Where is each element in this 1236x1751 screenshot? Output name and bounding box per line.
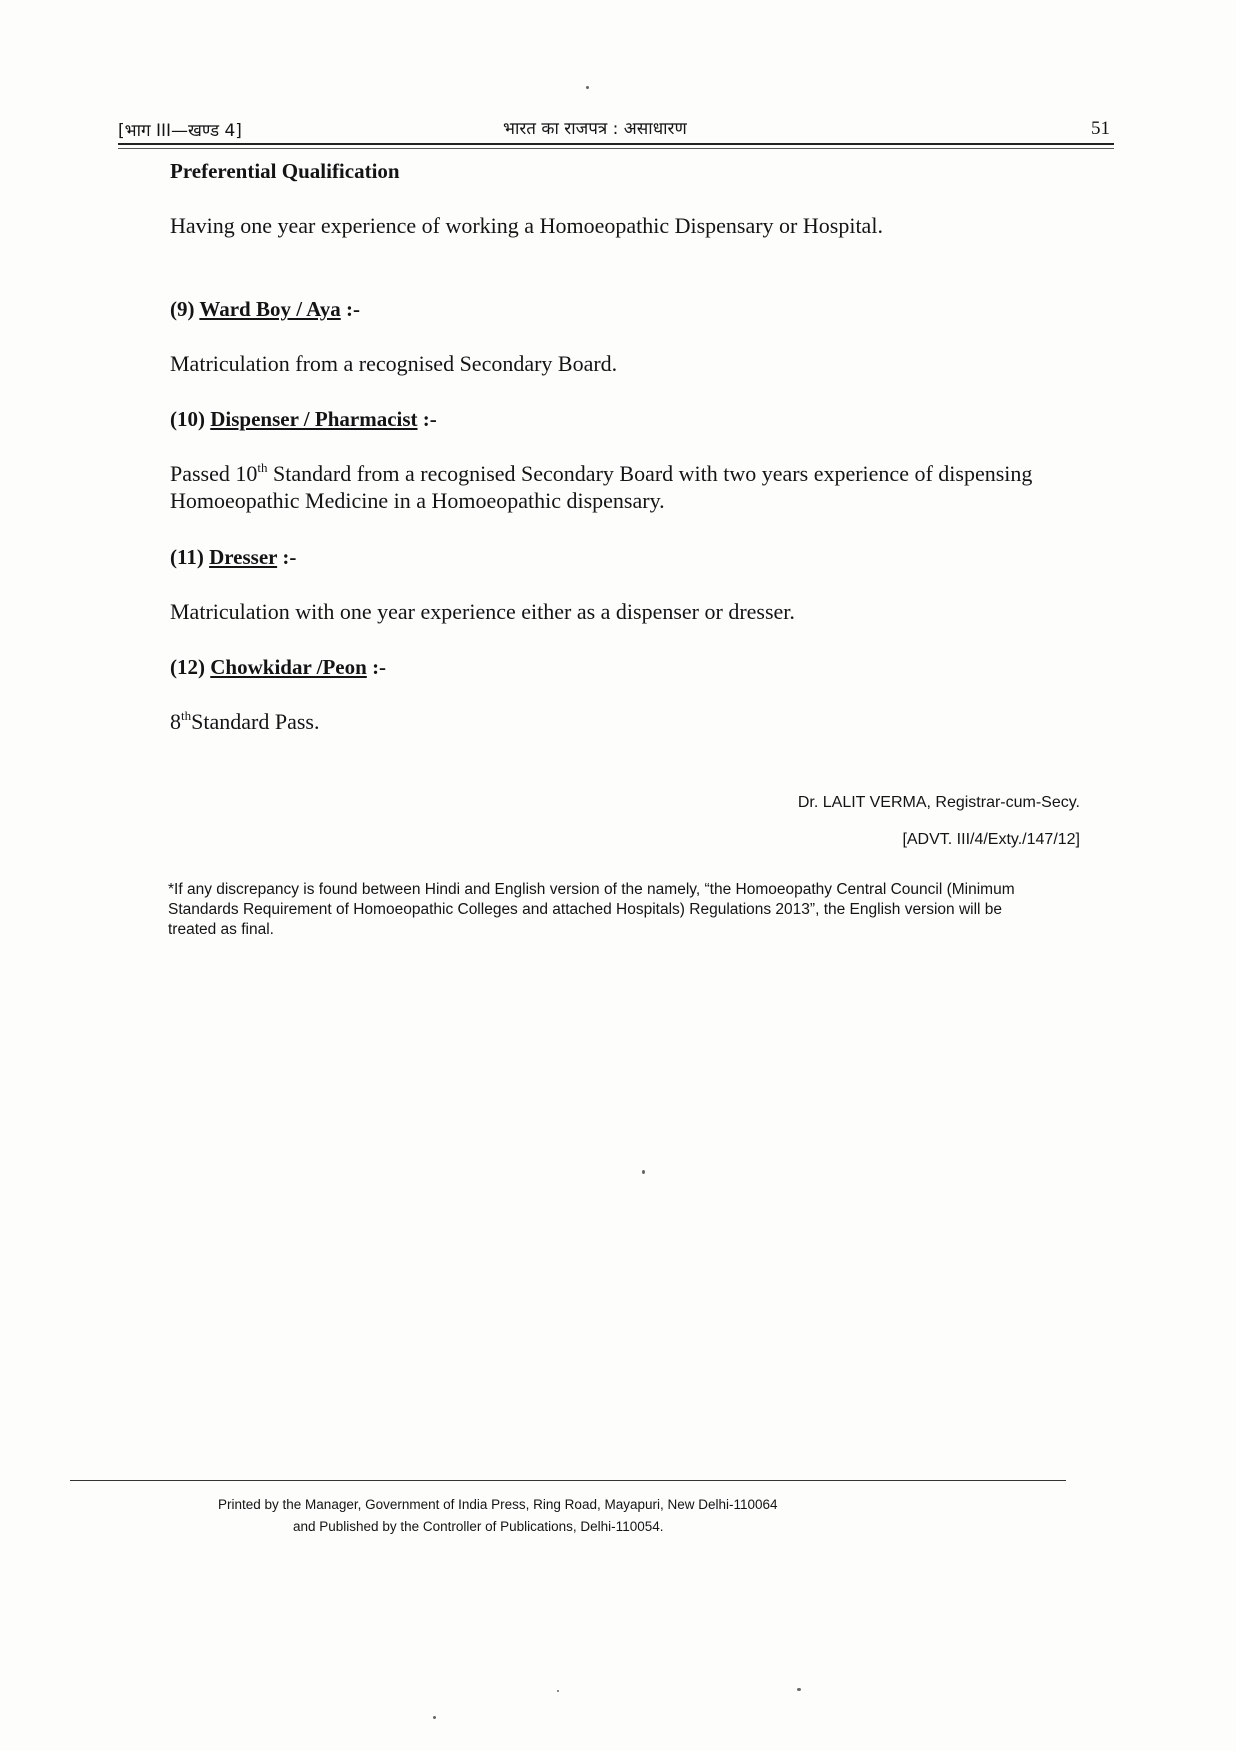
section-body-chowkidar: 8thStandard Pass. [170,708,320,734]
imprint-line-2: and Published by the Controller of Publications, Delhi-110054. [293,1519,664,1534]
header-rule-thin [118,148,1114,149]
signatory-name: Dr. LALIT VERMA, Registrar-cum-Secy. [797,794,1080,811]
advertisement-reference: [ADVT. III/4/Exty./147/12] [902,831,1080,848]
page-header [118,112,1118,142]
page-number: 51 [1091,118,1110,139]
section-body-dispenser: Passed 10th Standard from a recognised Secondary Board with two years experience of dispensing Homoeopathic Medicine in a Homoeopathic dispensary. [170,460,1033,513]
header-rule-thick [118,143,1114,145]
section-heading-label: Preferential Qualification [170,159,400,183]
section-heading-dispenser: (10) Dispenser / Pharmacist :- [170,407,437,431]
scan-speck [586,86,589,89]
discrepancy-note: *If any discrepancy is found between Hindi and English version of the namely, “the Homoeopathy Central Council (Minimum Standards Requirement of Homoeopathic Colleges and attached Hospitals) Regulations 2013”, the English version will be treated as final. [168,881,1015,938]
section-heading-dresser: (11) Dresser :- [170,545,297,569]
section-heading-preferential [170,158,1050,185]
section-body-preferential: Having one year experience of working a Homoeopathic Dispensary or Hospital. [170,213,883,238]
imprint-line-1: Printed by the Manager, Government of India Press, Ring Road, Mayapuri, New Delhi-110064 [218,1497,778,1512]
section-heading-label: Dresser [209,545,278,569]
section-body-dresser: Matriculation with one year experience either as a dispenser or dresser. [170,599,795,624]
printer-imprint [218,1494,978,1538]
section-heading-label: Dispenser / Pharmacist [210,407,418,431]
section-body-ward-boy: Matriculation from a recognised Secondary Board. [170,351,618,376]
section-heading-ward-boy: (9) Ward Boy / Aya :- [170,297,360,321]
section-heading-chowkidar: (12) Chowkidar /Peon :- [170,655,387,679]
section-heading-label: Chowkidar /Peon [210,655,367,679]
scan-speck [557,1690,559,1692]
header-gazette-title: भारत का राजपत्र : असाधारण [503,119,687,139]
header-part-label: [भाग III—खण्ड 4] [118,121,242,141]
footer-rule [70,1480,1066,1481]
section-heading-label: Ward Boy / Aya [199,297,341,321]
scan-speck [642,1170,645,1174]
scan-speck [433,1716,436,1719]
scan-speck [797,1688,801,1691]
